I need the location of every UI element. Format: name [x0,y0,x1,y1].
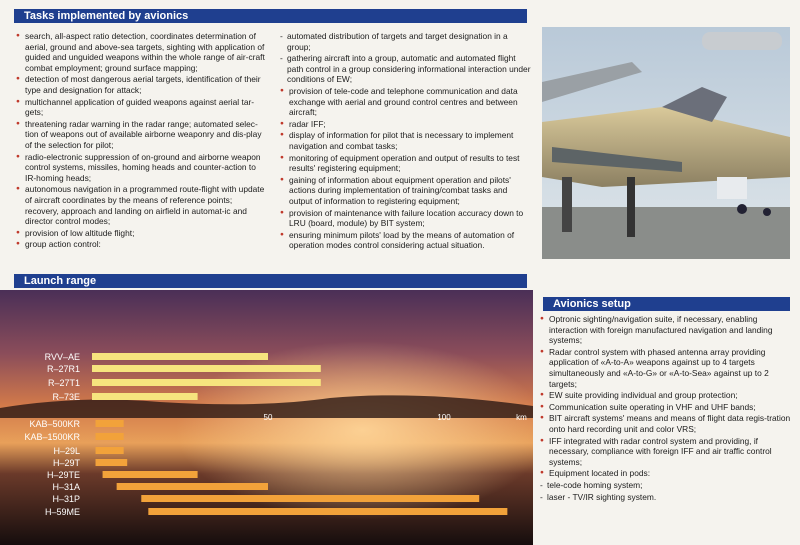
range-bar [96,420,124,427]
task-item: ● provision of tele-code and telephone communication and data exchange with aerial and ground control centres and between aircraft; [280,86,532,118]
range-label: KAB–1500KR [24,432,80,442]
avionics-item: ● Optronic sighting/navigation suite, if necessary, enabling interaction with foreign manufactured navigation and landing systems; [540,314,792,346]
range-bar [117,483,268,490]
range-label: RVV–AE [44,352,80,362]
range-bar [92,353,268,360]
avionics-item: ● Equipment located in pods: [540,468,792,479]
task-item: ● ensuring minimum pilots' load by the means of automation of operation modes control considering actual situation. [280,230,532,251]
launch-range-chart [0,290,533,545]
avionics-subitem: - tele-code homing system; [540,480,792,491]
task-subitem: - gathering aircraft into a group, automatic and automated flight path control in a group considering informational interaction under conditions of EW; [280,53,532,85]
range-label: H–31P [52,494,80,504]
avionics-subitem: - laser - TV/IR sighting system. [540,492,792,503]
range-label: H–59ME [44,507,80,517]
range-label: R–27T1 [47,378,80,388]
range-label: KAB–500KR [29,419,80,429]
tasks-list-left [16,31,266,251]
avionics-header: Avionics setup [543,297,790,311]
task-item: ● radar IFF; [280,119,532,130]
avionics-list [540,314,792,503]
task-item: ● display of information for pilot that is necessary to implement navigation and combat tasks; [280,130,532,151]
task-item: ● threatening radar warning in the radar range; automated selec-tion of weapons out of available airborne weaponry and dis-play of the selection for pilot; [16,119,266,151]
axis-unit-label: km [516,413,527,422]
range-label: H–29TE [46,470,80,480]
task-item: ● monitoring of equipment operation and output of results to test results' registering equipment; [280,153,532,174]
range-bar [141,495,479,502]
task-item: ● provision of low altitude flight; [16,228,266,239]
task-item: ● group action control: [16,239,266,250]
range-bar [148,508,507,515]
task-item: ● multichannel application of guided weapons against aerial tar-gets; [16,97,266,118]
avionics-item: ● IFF integrated with radar control system and providing, if necessary, compliance with foreign IFF and air traffic control systems; [540,436,792,468]
range-bar [103,471,198,478]
task-item: ● provision of maintenance with failure location accuracy down to LRU (board, module) by BIT system; [280,208,532,229]
axis-tick-label: 50 [263,413,273,422]
avionics-item: ● EW suite providing individual and group protection; [540,390,792,401]
range-bar [96,433,124,440]
range-bar [96,447,124,454]
tasks-header: Tasks implemented by avionics [14,9,527,23]
avionics-item: ● BIT aircraft systems' means and means of flight data regis-tration onto hard recording unit and color VRS; [540,413,792,434]
task-item: ● gaining of information about equipment operation and pilots' actions during implementation of training/combat tasks and output of information to registering equipment; [280,175,532,207]
range-bar [96,459,128,466]
task-item: ● detection of most dangerous aerial targets, identification of their type and designation for attack; [16,74,266,95]
avionics-item: ● Communication suite operating in VHF and UHF bands; [540,402,792,413]
range-label: H–29L [53,446,80,456]
task-item: ● radio-electronic suppression of on-ground and airborne weapon control systems, missiles, homing heads and counter-action to IR-homing heads; [16,152,266,184]
task-item: ● autonomous navigation in a programmed route-flight with update of aircraft coordinates by the means of reference points; recovery, approach and landing on airfield in automat-ic and director control modes; [16,184,266,226]
axis-tick-label: 100 [437,413,451,422]
range-label: H–31A [52,482,80,492]
avionics-item: ● Radar control system with phased antenna array providing application of «A-to-A» weapons against up to 4 targets simultaneously and «A-to-G» or «A-to-Sea» against up to 2 targets; [540,347,792,389]
range-bar [92,393,198,400]
range-bar [92,365,321,372]
range-label: H–29T [52,458,80,468]
range-label: R–27R1 [46,364,80,374]
launch-range-header: Launch range [14,274,527,288]
tasks-list-right [280,31,532,252]
task-subitem: - automated distribution of targets and target designation in a group; [280,31,532,52]
aircraft-photo [542,27,790,259]
range-bar [92,379,321,386]
range-label: R–73E [52,392,80,402]
task-item: ● search, all-aspect ratio detection, coordinates determination of aerial, ground and above-sea targets, sighting with application of guided and unguided weapons within the whole range of air-craft combat employment; ground surface mapping; [16,31,266,73]
